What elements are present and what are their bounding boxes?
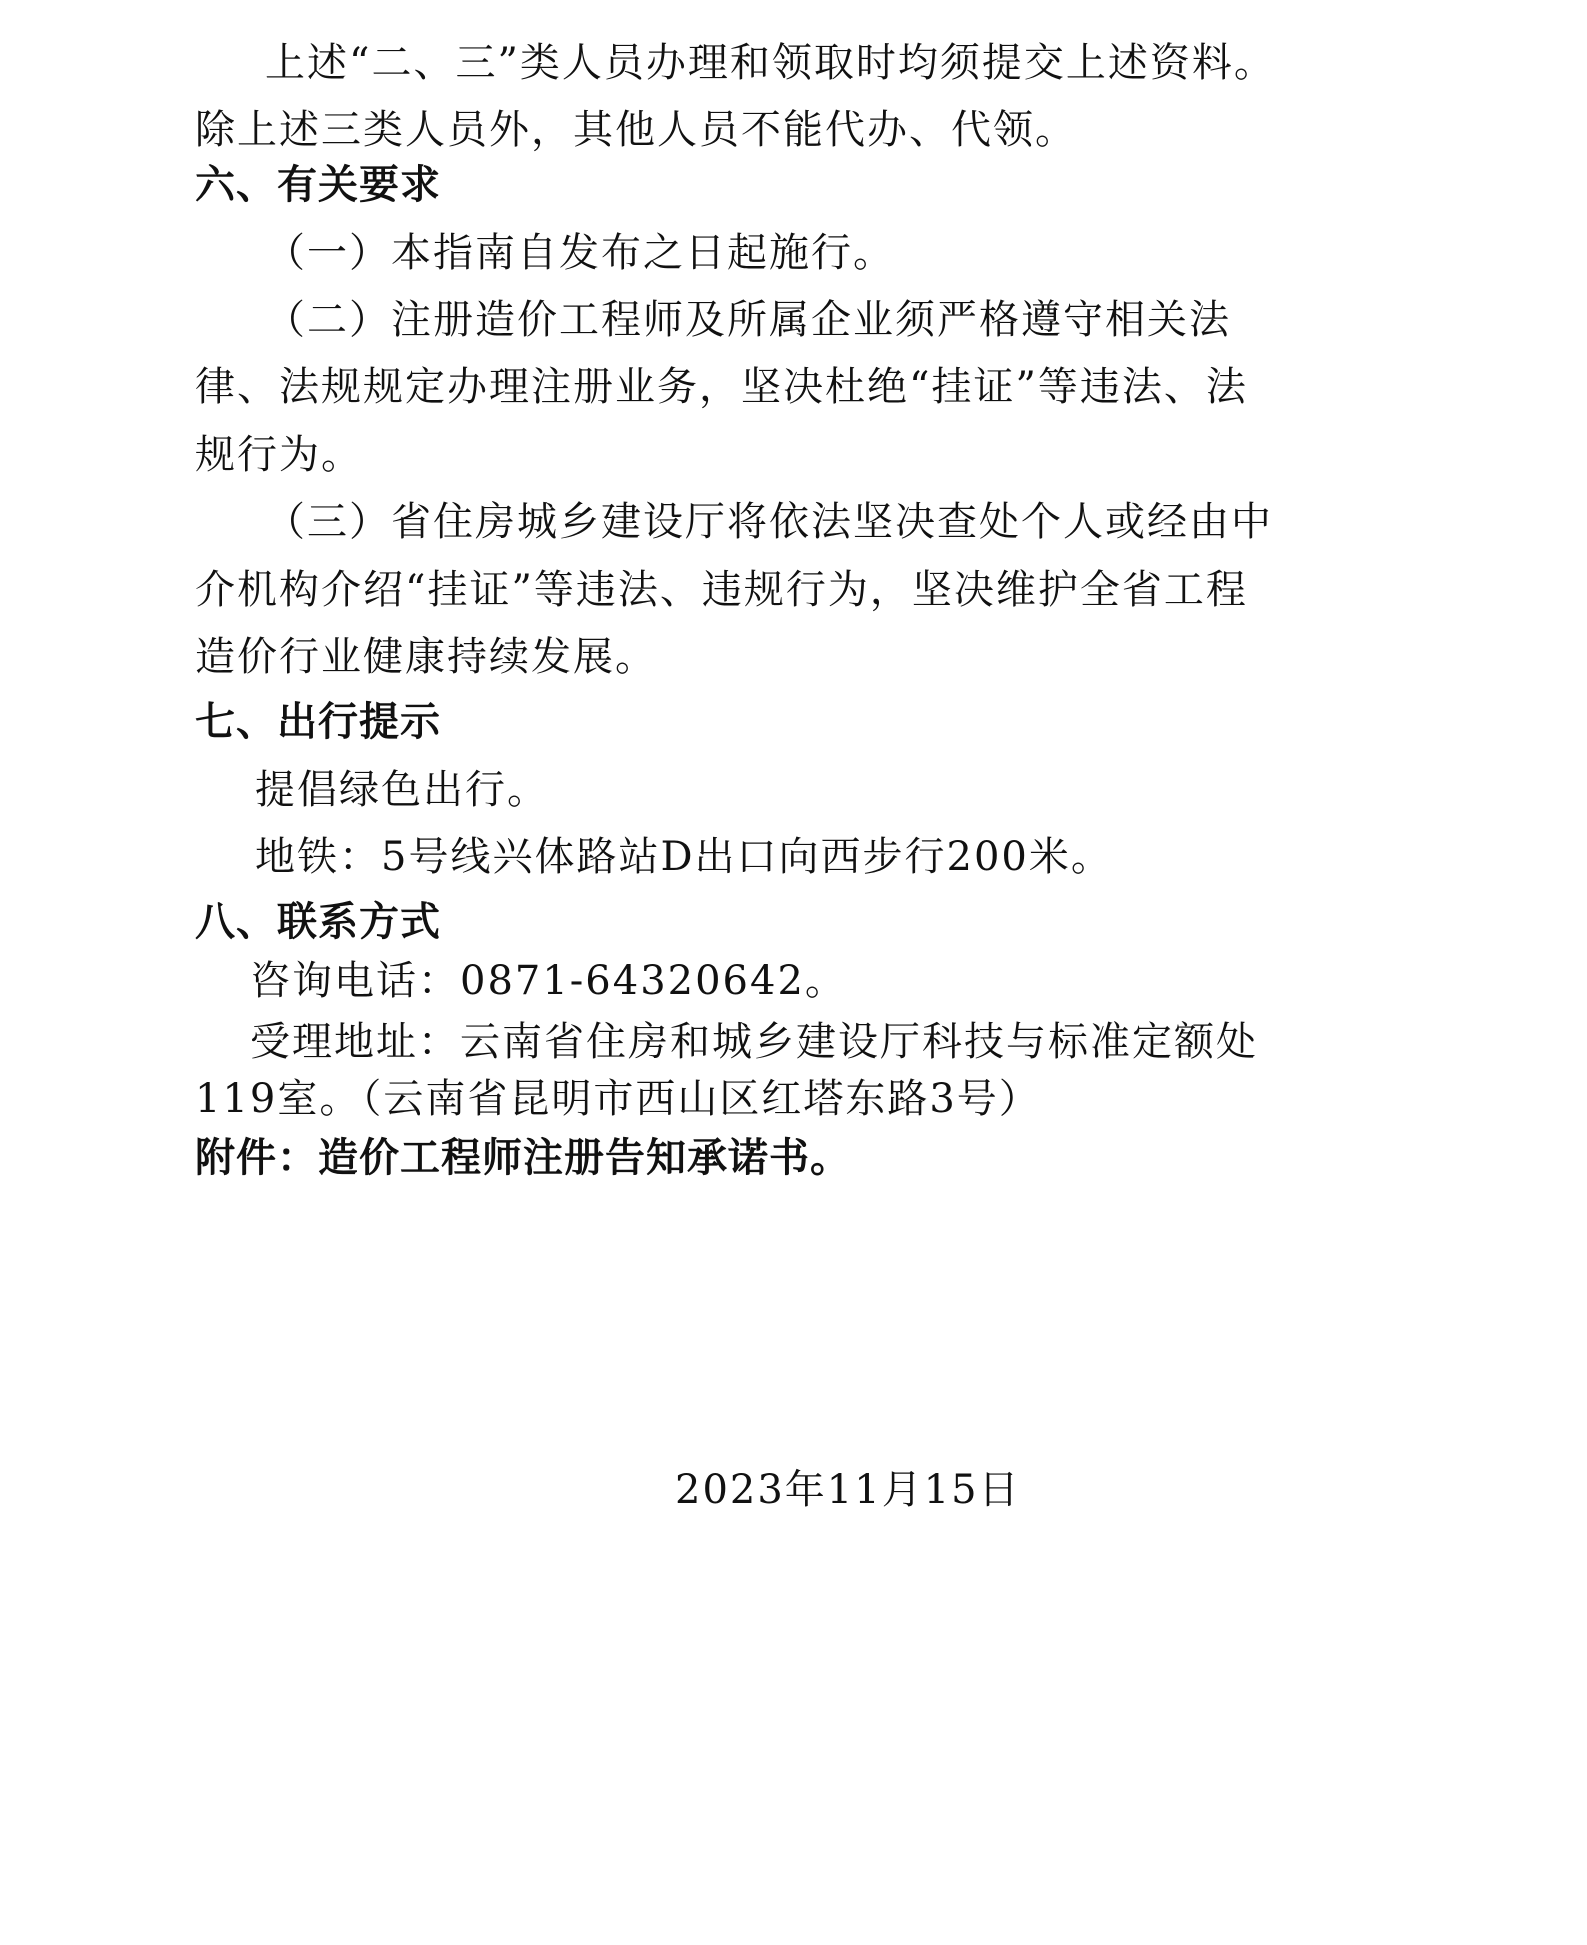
issue-date: 2023年11月15日 [675, 1467, 1021, 1513]
intro-line-2: 除上述三类人员外，其他人员不能代办、代领。 [195, 107, 1077, 153]
section-7-line-2: 地铁：5号线兴体路站D出口向西步行200米。 [255, 834, 1113, 880]
attachment-note: 附件：造价工程师注册告知承诺书。 [195, 1135, 851, 1181]
section-6-item-3-line-1: （三）省住房城乡建设厅将依法坚决查处个人或经由中 [265, 499, 1273, 545]
section-6-item-2-line-2: 律、法规规定办理注册业务，坚决杜绝“挂证”等违法、法 [195, 364, 1248, 410]
section-6-item-2-line-1: （二）注册造价工程师及所属企业须严格遵守相关法 [265, 297, 1231, 343]
section-7-line-1: 提倡绿色出行。 [255, 767, 549, 813]
contact-phone: 咨询电话：0871-64320642。 [250, 958, 847, 1004]
section-7-heading: 七、出行提示 [195, 699, 441, 745]
contact-address-line-1: 受理地址：云南省住房和城乡建设厅科技与标准定额处 [250, 1019, 1258, 1065]
section-6-item-3-line-2: 介机构介绍“挂证”等违法、违规行为，坚决维护全省工程 [195, 567, 1248, 613]
section-6-heading: 六、有关要求 [195, 162, 441, 208]
section-6-item-3-line-3: 造价行业健康持续发展。 [195, 634, 657, 680]
section-6-item-1: （一）本指南自发布之日起施行。 [265, 230, 895, 276]
section-6-item-2-line-3: 规行为。 [195, 432, 363, 478]
intro-line-1: 上述“二、三”类人员办理和领取时均须提交上述资料。 [265, 40, 1276, 86]
contact-address-line-2: 119室。（云南省昆明市西山区红塔东路3号） [195, 1076, 1041, 1122]
section-8-heading: 八、联系方式 [195, 899, 441, 945]
